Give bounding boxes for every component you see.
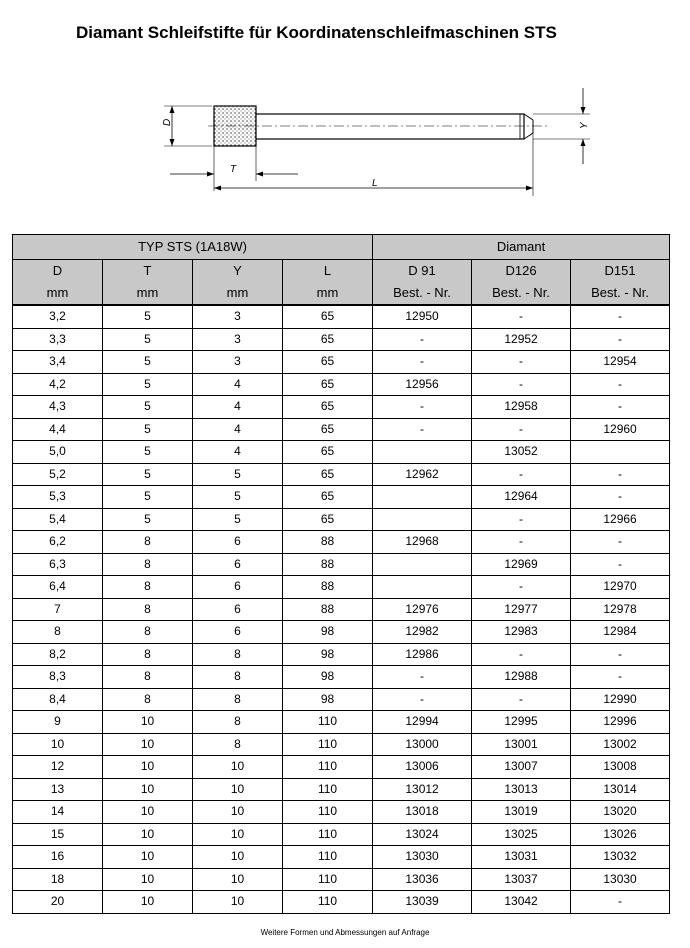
table-row	[13, 846, 670, 869]
table-cell: 12988	[472, 666, 571, 689]
table-cell: 98	[283, 621, 373, 644]
table-cell: 88	[283, 553, 373, 576]
table-row	[13, 553, 670, 576]
table-cell	[373, 508, 472, 531]
spec-table	[12, 234, 670, 914]
table-cell: 6	[193, 598, 283, 621]
table-cell: 110	[283, 778, 373, 801]
dimension-d-label: D	[162, 118, 173, 126]
table-cell: 65	[283, 508, 373, 531]
column-header: D126	[472, 260, 571, 283]
table-cell: 65	[283, 396, 373, 419]
table-cell: 110	[283, 891, 373, 914]
table-cell: 8	[103, 576, 193, 599]
table-cell	[373, 553, 472, 576]
table-cell: 8	[103, 688, 193, 711]
table-cell: 8	[103, 531, 193, 554]
table-cell: 65	[283, 418, 373, 441]
table-cell	[373, 486, 472, 509]
table-cell: -	[571, 373, 670, 396]
table-cell: 13025	[472, 823, 571, 846]
table-cell: 13036	[373, 868, 472, 891]
table-cell: 12978	[571, 598, 670, 621]
table-cell: 13030	[373, 846, 472, 869]
table-row	[13, 778, 670, 801]
table-cell: -	[571, 396, 670, 419]
table-cell: 12983	[472, 621, 571, 644]
table-cell: 8	[103, 643, 193, 666]
column-unit: Best. - Nr.	[571, 282, 670, 305]
table-cell: 6	[193, 576, 283, 599]
table-cell: 5	[193, 463, 283, 486]
table-cell: 12954	[571, 351, 670, 374]
table-cell: -	[472, 576, 571, 599]
table-cell: 12964	[472, 486, 571, 509]
table-row	[13, 823, 670, 846]
table-cell: 13042	[472, 891, 571, 914]
table-cell: 13012	[373, 778, 472, 801]
shank	[256, 114, 524, 139]
table-cell: -	[571, 891, 670, 914]
table-cell: -	[373, 666, 472, 689]
table-cell: 88	[283, 531, 373, 554]
table-cell: 5	[193, 486, 283, 509]
table-cell: 12970	[571, 576, 670, 599]
table-row	[13, 396, 670, 419]
table-cell: 65	[283, 441, 373, 464]
table-cell: 12984	[571, 621, 670, 644]
table-cell: -	[373, 396, 472, 419]
table-cell: -	[472, 351, 571, 374]
table-cell	[373, 576, 472, 599]
column-header: D	[13, 260, 103, 283]
table-cell: 65	[283, 463, 373, 486]
table-cell: 8	[193, 666, 283, 689]
column-unit: Best. - Nr.	[472, 282, 571, 305]
table-cell: 13030	[571, 868, 670, 891]
table-cell: 13	[13, 778, 103, 801]
table-row	[13, 463, 670, 486]
table-cell: 12958	[472, 396, 571, 419]
table-cell: 10	[103, 801, 193, 824]
table-cell: 4	[193, 418, 283, 441]
table-cell: 10	[103, 778, 193, 801]
table-cell: 13032	[571, 846, 670, 869]
column-unit: mm	[283, 282, 373, 305]
table-cell: 88	[283, 576, 373, 599]
table-cell: 110	[283, 733, 373, 756]
table-cell: 5	[103, 418, 193, 441]
table-cell: 15	[13, 823, 103, 846]
table-cell: 3,3	[13, 328, 103, 351]
table-cell: 8	[103, 598, 193, 621]
table-cell: 98	[283, 688, 373, 711]
table-cell: 4	[193, 396, 283, 419]
table-cell: -	[571, 328, 670, 351]
table-cell: 5	[103, 351, 193, 374]
table-cell: 10	[193, 756, 283, 779]
table-cell: -	[472, 373, 571, 396]
table-cell: 8	[193, 688, 283, 711]
table-cell: 3	[193, 305, 283, 328]
table-cell: -	[571, 463, 670, 486]
column-unit: mm	[13, 282, 103, 305]
table-cell: 98	[283, 643, 373, 666]
table-cell: -	[571, 486, 670, 509]
table-cell: 12996	[571, 711, 670, 734]
table-cell: 10	[103, 733, 193, 756]
column-unit: Best. - Nr.	[373, 282, 472, 305]
table-row	[13, 486, 670, 509]
table-row	[13, 688, 670, 711]
table-cell: 13006	[373, 756, 472, 779]
table-cell: 12990	[571, 688, 670, 711]
table-row	[13, 576, 670, 599]
table-cell: 88	[283, 598, 373, 621]
table-cell: -	[472, 418, 571, 441]
table-cell: 6,4	[13, 576, 103, 599]
table-cell: 10	[103, 868, 193, 891]
table-row	[13, 508, 670, 531]
table-cell: 10	[193, 846, 283, 869]
table-cell: 8	[193, 711, 283, 734]
table-row	[13, 418, 670, 441]
column-unit: mm	[103, 282, 193, 305]
table-cell: -	[472, 688, 571, 711]
table-cell: 12950	[373, 305, 472, 328]
table-cell: 10	[103, 823, 193, 846]
table-cell	[373, 441, 472, 464]
table-cell: 8	[193, 643, 283, 666]
table-cell: 8	[103, 621, 193, 644]
table-cell: 12952	[472, 328, 571, 351]
table-cell: 12976	[373, 598, 472, 621]
table-cell: 3	[193, 351, 283, 374]
table-cell: 13020	[571, 801, 670, 824]
table-cell: 4	[193, 373, 283, 396]
table-cell: -	[472, 463, 571, 486]
table-row	[13, 598, 670, 621]
table-cell: 12956	[373, 373, 472, 396]
column-header: T	[103, 260, 193, 283]
table-cell: 13014	[571, 778, 670, 801]
table-cell: -	[571, 305, 670, 328]
table-cell: 6,2	[13, 531, 103, 554]
table-cell: 4	[193, 441, 283, 464]
table-cell: 6	[193, 621, 283, 644]
table-cell: 10	[103, 711, 193, 734]
table-cell: 10	[103, 891, 193, 914]
table-cell: 5,2	[13, 463, 103, 486]
table-cell: 8,3	[13, 666, 103, 689]
table-cell: 10	[13, 733, 103, 756]
table-cell: 10	[193, 891, 283, 914]
table-cell: 110	[283, 756, 373, 779]
table-cell: 12969	[472, 553, 571, 576]
table-cell: 5,4	[13, 508, 103, 531]
table-cell: 8	[103, 553, 193, 576]
table-cell: 14	[13, 801, 103, 824]
table-cell: 12986	[373, 643, 472, 666]
table-cell: 5	[103, 486, 193, 509]
table-cell: 5,3	[13, 486, 103, 509]
table-row	[13, 441, 670, 464]
table-cell: 10	[193, 778, 283, 801]
table-cell: 13052	[472, 441, 571, 464]
table-cell: 13018	[373, 801, 472, 824]
footer-note: Weitere Formen und Abmessungen auf Anfrage	[260, 928, 430, 937]
table-cell: 65	[283, 373, 373, 396]
table-cell: -	[571, 643, 670, 666]
column-header: L	[283, 260, 373, 283]
column-header: D151	[571, 260, 670, 283]
column-unit: mm	[193, 282, 283, 305]
table-cell: 110	[283, 711, 373, 734]
table-cell: 13002	[571, 733, 670, 756]
column-header: Y	[193, 260, 283, 283]
table-cell: 16	[13, 846, 103, 869]
table-cell: -	[571, 666, 670, 689]
table-cell: 12982	[373, 621, 472, 644]
table-row	[13, 666, 670, 689]
table-cell: 6,3	[13, 553, 103, 576]
table-cell: 12977	[472, 598, 571, 621]
table-cell: -	[373, 688, 472, 711]
table-row	[13, 868, 670, 891]
table-cell: 6	[193, 531, 283, 554]
table-cell: 5	[103, 396, 193, 419]
table-row	[13, 711, 670, 734]
table-cell: 10	[193, 801, 283, 824]
table-cell: 4,4	[13, 418, 103, 441]
table-cell: 9	[13, 711, 103, 734]
table-row	[13, 756, 670, 779]
table-row	[13, 373, 670, 396]
table-cell	[571, 441, 670, 464]
table-cell: -	[373, 351, 472, 374]
table-cell: 12962	[373, 463, 472, 486]
table-cell: 12966	[571, 508, 670, 531]
table-cell: 13000	[373, 733, 472, 756]
table-cell: 5	[103, 373, 193, 396]
table-cell: 12968	[373, 531, 472, 554]
table-cell: -	[472, 643, 571, 666]
table-cell: 98	[283, 666, 373, 689]
table-row	[13, 305, 670, 328]
table-cell: 10	[193, 868, 283, 891]
table-cell: 13007	[472, 756, 571, 779]
page-title: Diamant Schleifstifte für Koordinatenschleifmaschinen STS	[76, 23, 557, 42]
table-cell: 12	[13, 756, 103, 779]
table-cell: 5	[103, 441, 193, 464]
table-cell: 13039	[373, 891, 472, 914]
table-row	[13, 351, 670, 374]
table-cell: 18	[13, 868, 103, 891]
table-cell: 8	[193, 733, 283, 756]
table-cell: 8,4	[13, 688, 103, 711]
table-cell: 13013	[472, 778, 571, 801]
table-cell: 13031	[472, 846, 571, 869]
table-cell: 10	[103, 846, 193, 869]
table-cell: 5	[103, 305, 193, 328]
table-cell: 110	[283, 846, 373, 869]
table-cell: -	[373, 328, 472, 351]
table-cell: 65	[283, 305, 373, 328]
table-cell: -	[571, 553, 670, 576]
table-cell: 3,4	[13, 351, 103, 374]
table-row	[13, 643, 670, 666]
table-row	[13, 733, 670, 756]
table-row	[13, 328, 670, 351]
table-cell: 12994	[373, 711, 472, 734]
table-cell: 3,2	[13, 305, 103, 328]
table-cell: 5	[103, 508, 193, 531]
table-cell: -	[472, 305, 571, 328]
table-cell: -	[373, 418, 472, 441]
table-cell: 10	[193, 823, 283, 846]
table-cell: 8	[103, 666, 193, 689]
table-cell: 13024	[373, 823, 472, 846]
table-cell: 65	[283, 486, 373, 509]
table-cell: 5	[103, 328, 193, 351]
table-cell: 7	[13, 598, 103, 621]
table-cell: 3	[193, 328, 283, 351]
table-cell: 13008	[571, 756, 670, 779]
table-row	[13, 531, 670, 554]
group-header-diamant: Diamant	[373, 235, 670, 260]
table-cell: 4,3	[13, 396, 103, 419]
group-header-typ: TYP STS (1A18W)	[13, 235, 373, 260]
table-cell: -	[472, 508, 571, 531]
table-cell: 10	[103, 756, 193, 779]
table-row	[13, 621, 670, 644]
table-row	[13, 891, 670, 914]
technical-drawing	[150, 88, 600, 206]
dimension-y-label: Y	[579, 122, 590, 129]
table-cell: 13026	[571, 823, 670, 846]
table-cell: 110	[283, 823, 373, 846]
dimension-l-label: L	[372, 178, 378, 189]
table-cell: 12960	[571, 418, 670, 441]
table-cell: 8,2	[13, 643, 103, 666]
dimension-t-label: T	[230, 164, 237, 175]
table-cell: 5	[103, 463, 193, 486]
table-cell: 5	[193, 508, 283, 531]
table-cell: 13001	[472, 733, 571, 756]
table-cell: 110	[283, 868, 373, 891]
table-cell: -	[472, 531, 571, 554]
table-cell: 5,0	[13, 441, 103, 464]
table-cell: 12995	[472, 711, 571, 734]
table-cell: 65	[283, 351, 373, 374]
table-cell: 6	[193, 553, 283, 576]
table-cell: 8	[13, 621, 103, 644]
column-header: D 91	[373, 260, 472, 283]
table-cell: 110	[283, 801, 373, 824]
table-row	[13, 801, 670, 824]
table-cell: 4,2	[13, 373, 103, 396]
table-cell: 20	[13, 891, 103, 914]
table-cell: 13019	[472, 801, 571, 824]
table-cell: 13037	[472, 868, 571, 891]
table-cell: 65	[283, 328, 373, 351]
table-cell: -	[571, 531, 670, 554]
